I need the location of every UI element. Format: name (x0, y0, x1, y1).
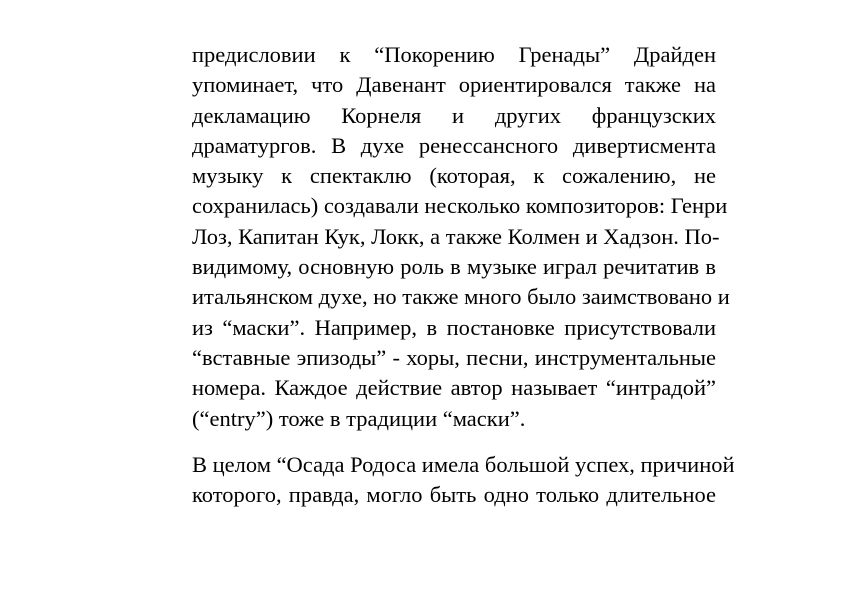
text-line: Лоз, Капитан Кук, Локк, а также Колмен и Хадзон. По- (192, 223, 720, 249)
text-line: предисловии к “Покорению Гренады” Драйден (192, 42, 716, 67)
text-line: сохранилась) создавали несколько композиторов: Генри (192, 193, 728, 219)
text-line: “вставные эпизоды” - хоры, песни, инструментальные (192, 344, 716, 370)
text-line: итальянском духе, но также много было заимствовано и (192, 284, 730, 310)
paragraph-1 (192, 40, 730, 434)
text-line: музыку к спектаклю (которая, к сожалению, не (192, 163, 716, 189)
text-line: (“entry”) тоже в традиции “маски”. (192, 405, 526, 431)
text-line: декламацию Корнеля и других французских (192, 102, 716, 128)
text-line: В целом “Осада Родоса имела большой успех, причиной (192, 452, 735, 477)
text-line: из “маски”. Например, в постановке присутствовали (192, 314, 716, 340)
text-line: видимому, основную роль в музыке играл речитатив в (192, 254, 716, 280)
text-line: упоминает, что Давенант ориентировался также на (192, 72, 716, 98)
paragraph-2 (192, 450, 735, 511)
text-line: драматургов. В духе ренессансного дивертисмента (192, 132, 716, 158)
text-line: номера. Каждое действие автор называет “интрадой” (192, 375, 716, 401)
text-line: которого, правда, могло быть одно только длительное (192, 482, 716, 508)
